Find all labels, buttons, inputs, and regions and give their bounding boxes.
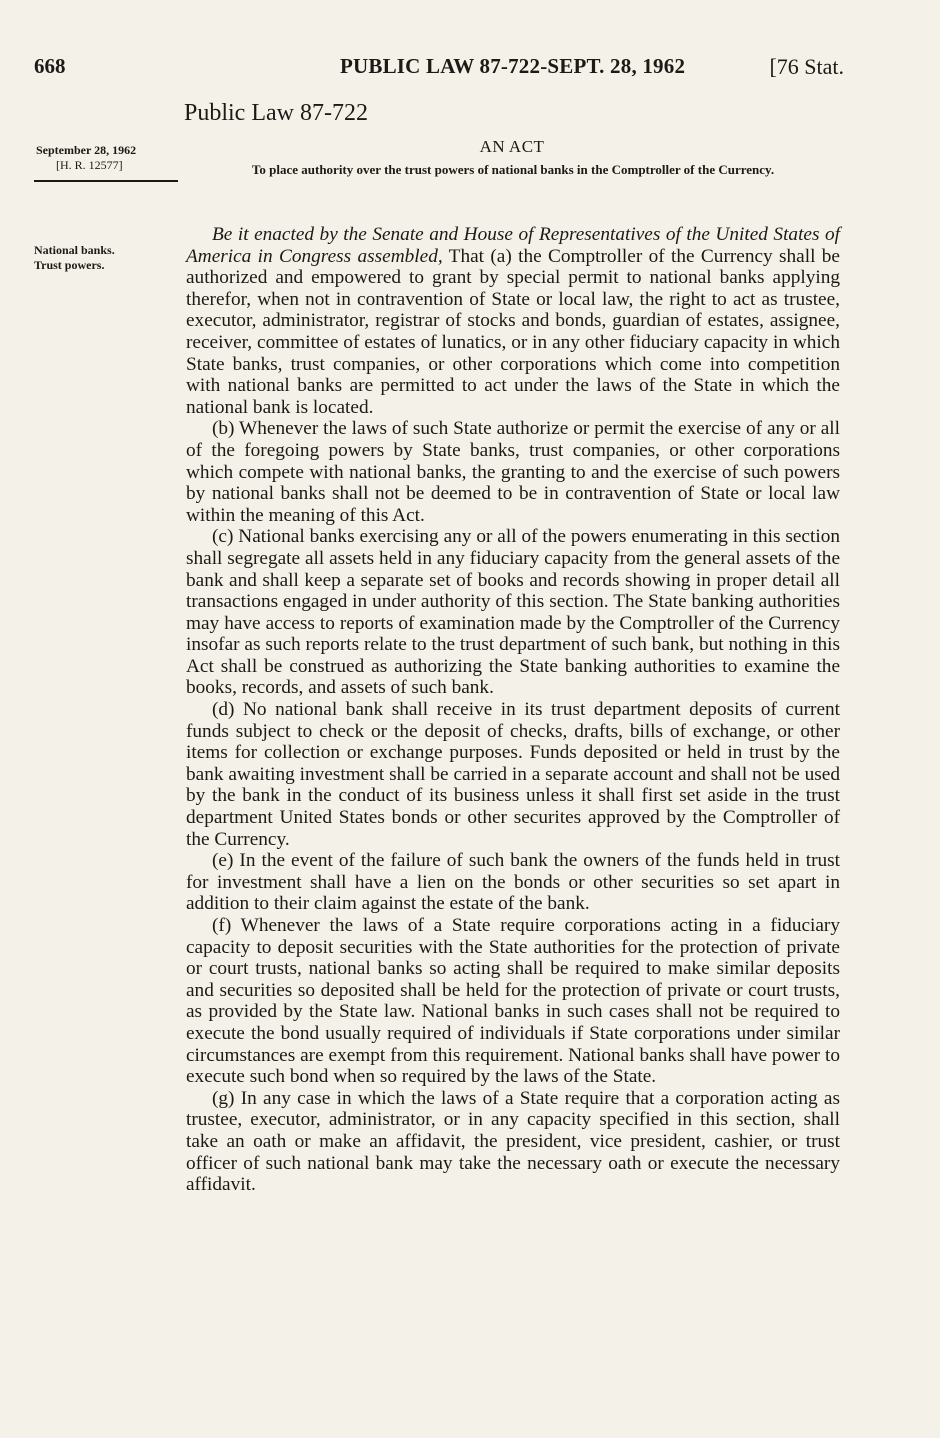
section-d-paragraph: (d) No national bank shall receive in its trust department deposits of current funds subject to check or the deposit of checks, drafts, bills of exchange, or other items for collection or exchange purposes. Funds deposited or held in trust by the bank awaiting investment shall be carried in a separate account and shall not be used by the bank in the conduct of its business unless it shall first set aside in the trust department United States bonds or other securites approved by the Comptroller of the Currency.	[186, 699, 840, 850]
sidenote-topic: National banks.	[34, 243, 115, 257]
section-a-paragraph	[186, 224, 840, 418]
sidenote-bill-number: [H. R. 12577]	[56, 158, 123, 172]
section-f-paragraph: (f) Whenever the laws of a State require corporations acting in a fiduciary capacity to deposit securities with the State authorities for the protection of private or court trusts, national banks so acting shall be required to make similar deposits and securities so deposited shall be held for the protection of private or court trusts, as provided by the State law. National banks in such cases shall not be required to execute the bond usually required of individuals if State corporations under similar circumstances are exempt from this requirement. National banks shall have power to execute such bond when so required by the laws of the State.	[186, 915, 840, 1088]
page-number: 668	[34, 54, 66, 78]
statute-reference: [76 Stat.	[769, 54, 844, 79]
sidenote-date: September 28, 1962	[36, 143, 137, 157]
act-heading: AN ACT	[479, 137, 545, 156]
public-law-title: Public Law 87-722	[184, 100, 368, 126]
section-g-paragraph: (g) In any case in which the laws of a State require that a corporation acting as trustee, executor, administrator, or in any capacity specified in this section, shall take an oath or make an affidavit, the president, vice president, cashier, or trust officer of such national bank may take the necessary oath or execute the necessary affidavit.	[186, 1087, 840, 1196]
section-e-paragraph: (e) In the event of the failure of such bank the owners of the funds held in trust for investment shall have a lien on the bonds or other securities so set apart in addition to their claim against the estate of the bank.	[186, 850, 840, 915]
section-a-text: That (a) the Comptroller of the Currency shall be authorized and empowered to grant by special permit to national banks applying therefor, when not in contravention of State or local law, the right to act as trustee, executor, administrator, registrar of stocks and bonds, guardian of estates, assignee, receiver, committee of estates of lunatics, or in any other fiduciary capacity in which State banks, trust companies, or other corporations which come into competition with national banks are permitted to act under the laws of the State in which the national bank is located.	[186, 245, 840, 418]
section-b-paragraph: (b) Whenever the laws of such State authorize or permit the exercise of any or all of the foregoing powers by State banks, trust companies, or other corporations which compete with national banks, the granting to and the exercise of such powers by national banks shall not be deemed to be in contravention of State or local law within the meaning of this Act.	[186, 418, 840, 526]
sidenote-topic: Trust powers.	[34, 258, 105, 272]
act-body	[186, 224, 840, 1196]
act-purpose: To place authority over the trust powers of national banks in the Comptroller of the Currency.	[251, 162, 775, 177]
sidenote-date-block	[36, 143, 137, 172]
page-header	[34, 54, 844, 84]
section-c-paragraph: (c) National banks exercising any or all of the powers enumerating in this section shall segregate all assets held in any fiduciary capacity from the general assets of the bank and shall keep a separate set of books and records showing in proper detail all transactions engaged in under authority of this section. The State banking authorities may have access to reports of examination made by the Comptroller of the Currency insofar as such reports relate to the trust department of such bank, but nothing in this Act shall be construed as authorizing the State banking authorities to examine the books, records, and assets of such bank.	[186, 526, 840, 699]
sidenote-rule	[34, 180, 178, 182]
sidenote-topics	[34, 243, 115, 273]
enacting-clause: Be it enacted by the Senate and House of Representatives of the United States of America in Congress assembled,	[186, 224, 840, 267]
running-title: PUBLIC LAW 87-722-SEPT. 28, 1962	[340, 54, 686, 78]
